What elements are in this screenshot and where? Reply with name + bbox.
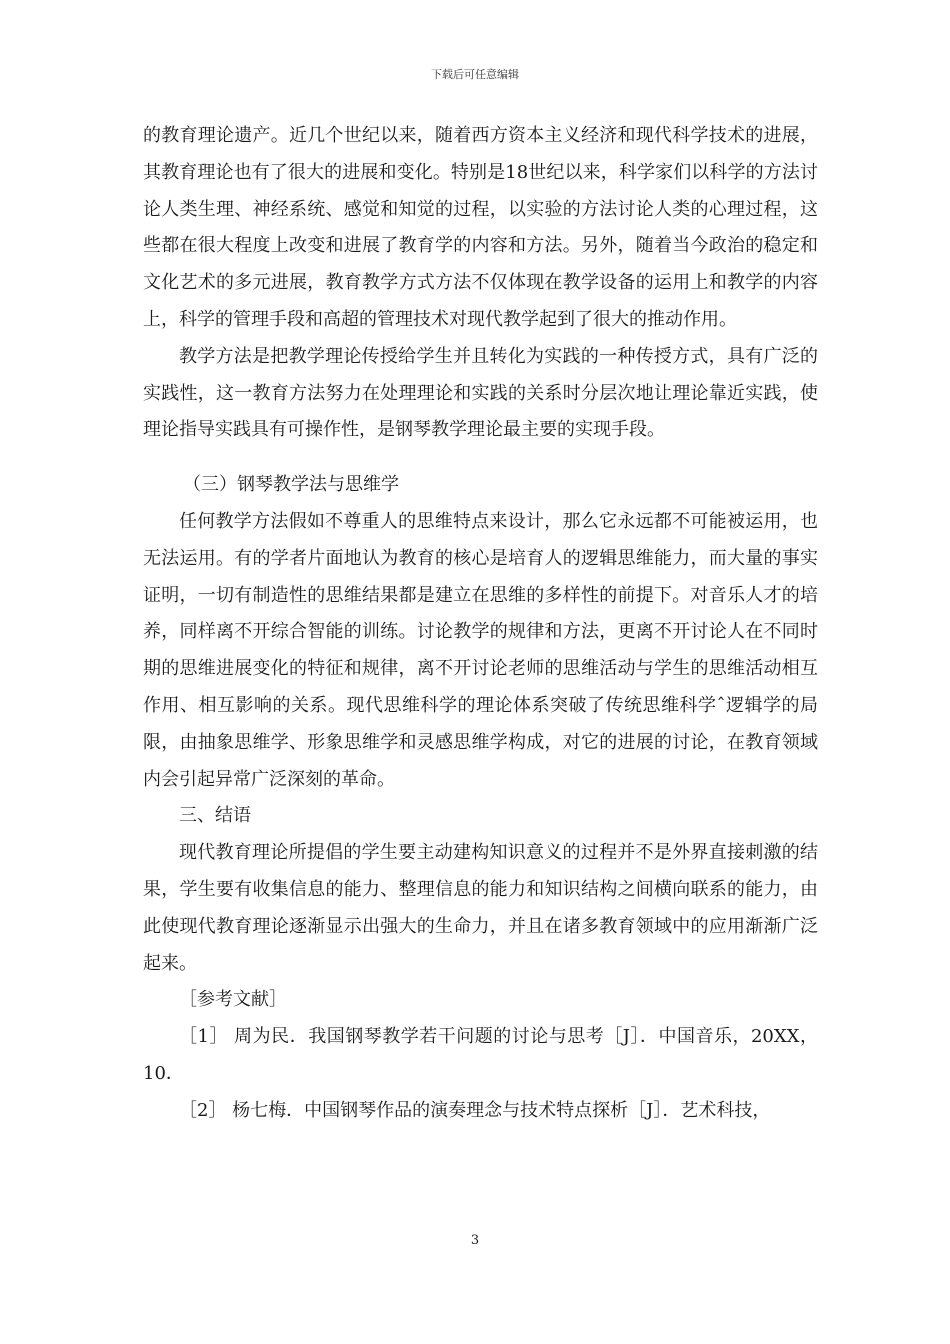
- paragraph-continuation: 的教育理论遗产。近几个世纪以来，随着西方资本主义经济和现代科学技术的进展，其教育理论也有了很大的进展和变化。特别是18世纪以来，科学家们以科学的方法讨论人类生理、神经系统、感觉和知觉的过程，以实验的方法讨论人类的心理过程，这些都在很大程度上改变和进展了教育学的内容和方法。另外，随着当今政治的稳定和文化艺术的多元进展，教育教学方式方法不仅体现在教学设备的运用上和教学的内容上，科学的管理手段和高超的管理技术对现代教学起到了很大的推动作用。: [143, 125, 818, 330]
- paragraph-teaching-method: 教学方法是把教学理论传授给学生并且转化为实践的一种传授方式，具有广泛的实践性，这一教育方法努力在处理理论和实践的关系时分层次地让理论靠近实践，使理论指导实践具有可操作性，是钢琴教学理论最主要的实现手段。: [143, 345, 818, 441]
- page-header-note: 下载后可任意编辑: [431, 68, 519, 81]
- paragraph-conclusion: 现代教育理论所提倡的学生要主动建构知识意义的过程并不是外界直接刺激的结果，学生要有收集信息的能力、整理信息的能力和知识结构之间横向联系的能力，由此使现代教育理论逐渐显示出强大的生命力，并且在诸多教育领域中的应用渐渐广泛起来。: [143, 842, 818, 974]
- subsection-heading: （三）钢琴教学法与思维学: [183, 474, 399, 496]
- document-body: [143, 118, 818, 1130]
- spacer: [143, 449, 818, 467]
- reference-item-2: ［2］ 杨七梅．中国钢琴作品的演奏理念与技术特点探析［J］．艺术科技，: [179, 1099, 771, 1121]
- paragraph-thinking-science: 任何教学方法假如不尊重人的思维特点来设计，那么它永远都不可能被运用，也无法运用。有的学者片面地认为教育的核心是培育人的逻辑思维能力，而大量的事实证明，一切有制造性的思维结果都是建立在思维的多样性的前提下。对音乐人才的培养，同样离不开综合智能的训练。讨论教学的规律和方法，更离不开讨论人在不同时期的思维进展变化的特征和规律，离不开讨论老师的思维活动与学生的思维活动相互作用、相互影响的关系。现代思维科学的理论体系突破了传统思维科学ˆ逻辑学的局限，由抽象思维学、形象思维学和灵感思维学构成，对它的进展的讨论，在教育领域内会引起异常广泛深刻的革命。: [143, 510, 818, 790]
- page-number: 3: [470, 1233, 480, 1248]
- section-heading-conclusion: 三、结语: [179, 805, 251, 827]
- reference-item-1: ［1］ 周为民．我国钢琴教学若干问题的讨论与思考［J］．中国音乐，20XX，10．: [143, 1026, 818, 1084]
- references-heading: ［参考文献］: [179, 989, 287, 1011]
